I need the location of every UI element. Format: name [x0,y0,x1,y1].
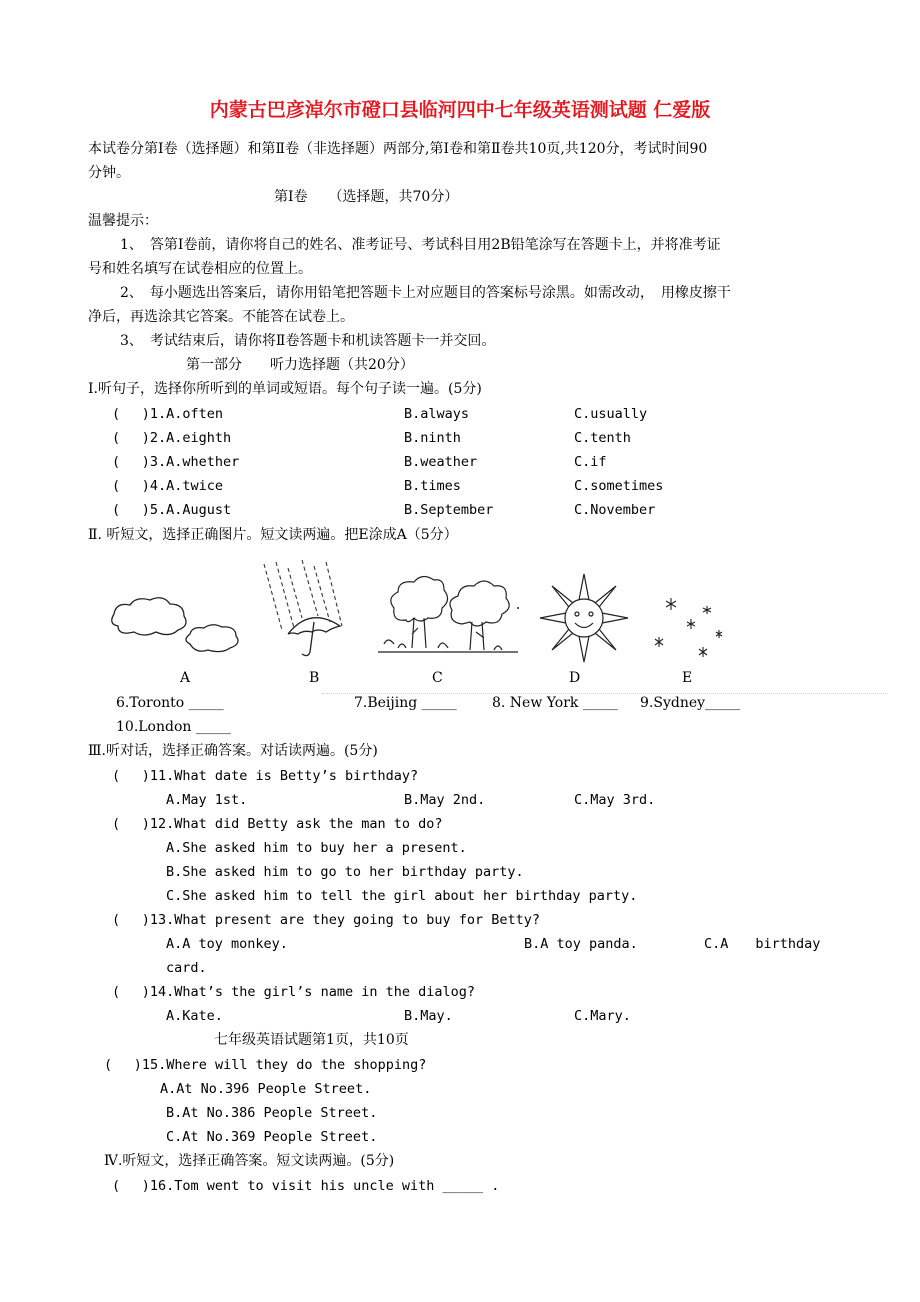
q13-option-b: B.A toy panda. [524,936,638,952]
cloud-picture-a [108,596,243,661]
intro-line-2: 分钟。 [88,165,130,181]
q15-option-b: B.At No.386 People Street. [166,1105,378,1121]
q13-option-c-continued: card. [166,960,207,976]
section1-heading: Ⅰ.听句子，选择你所听到的单词或短语。每个句子读一遍。(5分) [88,381,482,397]
q4-option-b: B.times [404,478,461,494]
tip-2-line-2: 净后，再选涂其它答案。不能答在试卷上。 [88,309,354,325]
sun-picture-d [538,572,630,664]
tips-heading: 温馨提示： [88,213,158,229]
section2-heading: Ⅱ. 听短文，选择正确图片。短文读两遍。把E涂成A（5分） [88,527,458,543]
intro-line-1: 本试卷分第Ⅰ卷（选择题）和第Ⅱ卷（非选择题）两部分,第Ⅰ卷和第Ⅱ卷共10页,共120分，考试时间90 [88,141,708,157]
q12-option-a: A.She asked him to buy her a present. [166,840,467,856]
q15-option-c: C.At No.369 People Street. [166,1129,378,1145]
q2-option-a: ( )2.A.eighth [112,430,232,446]
q1-option-a: ( )1.A.often [112,406,224,422]
q8-line: 8. New York _____ [492,695,618,711]
tip-3: 3、 考试结束后，请你将Ⅱ卷答题卡和机读答题卡一并交回。 [120,333,496,349]
q3-option-b: B.weather [404,454,478,470]
q12-option-b: B.She asked him to go to her birthday party. [166,864,524,880]
q13-question: ( )13.What present are they going to buy for Betty? [112,912,541,928]
volume1-heading: 第Ⅰ卷 （选择题，共70分） [274,189,459,205]
q11-option-b: B.May 2nd. [404,792,486,808]
q2-option-c: C.tenth [574,430,631,446]
q7-line: 7.Beijing _____ [354,695,457,711]
q9-line: 9.Sydney_____ [640,695,741,711]
q11-option-c: C.May 3rd. [574,792,656,808]
q16-question: ( )16.Tom went to visit his uncle with _____ . [112,1178,500,1194]
q15-option-a: A.At No.396 People Street. [160,1081,372,1097]
q10-line: 10.London _____ [116,719,231,735]
q5-option-a: ( )5.A.August [112,502,232,518]
part1-heading: 第一部分 听力选择题（共20分） [186,357,414,373]
q14-question: ( )14.What’s the girl’s name in the dialog? [112,984,475,1000]
q2-option-b: B.ninth [404,430,461,446]
q12-option-c: C.She asked him to tell the girl about her birthday party. [166,888,638,904]
section3-heading: Ⅲ.听对话，选择正确答案。对话读两遍。(5分) [88,743,378,759]
picture-label-b: B [309,670,320,686]
picture-label-d: D [569,670,581,686]
q1-option-b: B.always [404,406,470,422]
rain-umbrella-picture-b [258,560,358,660]
q11-option-a: A.May 1st. [166,792,248,808]
q1-option-c: C.usually [574,406,648,422]
q15-question: ( )15.Where will they do the shopping? [104,1057,427,1073]
q14-option-a: A.Kate. [166,1008,223,1024]
page-footer: 七年级英语试题第1页，共10页 [214,1032,409,1048]
q5-option-b: B.September [404,502,494,518]
q11-question: ( )11.What date is Betty’s birthday? [112,768,419,784]
picture-label-e: E [682,670,693,686]
q13-option-a: A.A toy monkey. [166,936,288,952]
section4-heading: Ⅳ.听短文，选择正确答案。短文读两遍。(5分) [104,1153,395,1169]
q5-option-c: C.November [574,502,656,518]
q4-option-c: C.sometimes [574,478,664,494]
page-title: 内蒙古巴彦淖尔市磴口县临河四中七年级英语测试题 仁爱版 [209,99,711,121]
q4-option-a: ( )4.A.twice [112,478,224,494]
picture-label-c: C [432,670,443,686]
tip-2-line-1: 2、 每小题选出答案后，请你用铅笔把答题卡上对应题目的答案标号涂黑。如需改动， 用橡皮擦干 [120,285,731,301]
snow-picture-e [645,590,730,665]
q6-line: 6.Toronto _____ [116,695,224,711]
picture-label-a: A [180,670,191,686]
q3-option-a: ( )3.A.whether [112,454,240,470]
trees-picture-c [378,572,523,662]
q14-option-b: B.May. [404,1008,453,1024]
q13-option-c: C.A birthday [704,936,821,952]
tip-1-line-1: 1、 答第Ⅰ卷前，请你将自己的姓名、准考证号、考试科目用2B铅笔涂写在答题卡上，并将准考证 [120,237,721,253]
q14-option-c: C.Mary. [574,1008,631,1024]
q3-option-c: C.if [574,454,607,470]
tip-1-line-2: 号和姓名填写在试卷相应的位置上。 [88,261,312,277]
q12-question: ( )12.What did Betty ask the man to do? [112,816,443,832]
